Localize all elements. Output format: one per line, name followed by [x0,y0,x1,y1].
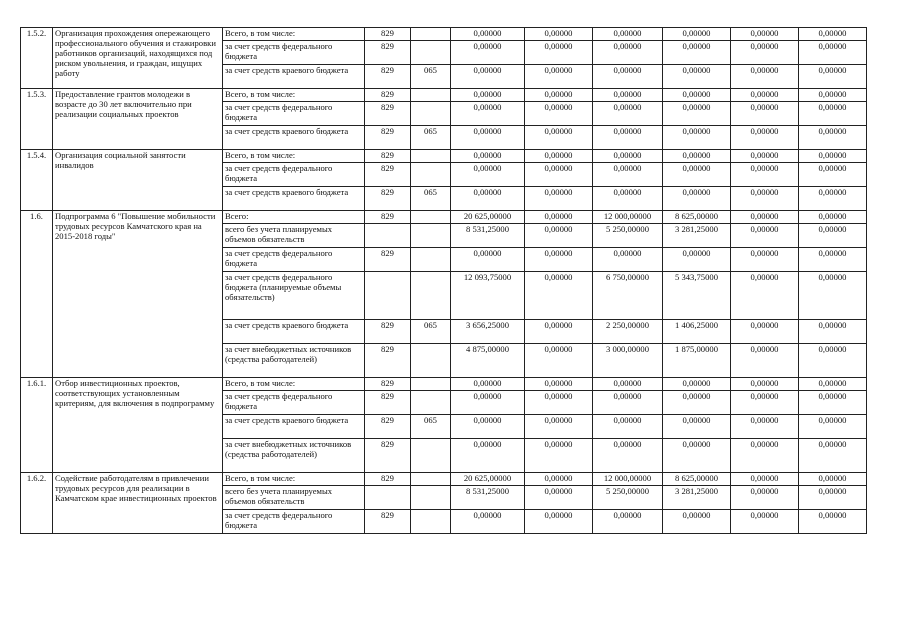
budget-code-cell: 065 [411,320,451,344]
amount-cell: 0,00000 [451,150,525,163]
amount-cell: 5 250,00000 [593,224,663,248]
amount-cell: 0,00000 [663,65,731,89]
amount-cell: 0,00000 [593,415,663,439]
amount-cell: 0,00000 [525,41,593,65]
amount-cell: 0,00000 [525,102,593,126]
item-number-cell: 1.5.3. [21,89,53,150]
amount-cell: 0,00000 [731,272,799,320]
item-name-cell: Содействие работодателям в привлечении трудовых ресурсов для реализации в Камчатском крае инвестиционных проектов [53,473,223,534]
amount-cell: 0,00000 [593,248,663,272]
amount-cell: 8 625,00000 [663,473,731,486]
amount-cell: 0,00000 [525,211,593,224]
budget-code-cell [411,378,451,391]
item-number-cell: 1.6.1. [21,378,53,473]
table-row [21,150,867,163]
amount-cell: 0,00000 [663,378,731,391]
grbs-code-cell: 829 [365,378,411,391]
budget-code-cell: 065 [411,65,451,89]
amount-cell: 0,00000 [663,415,731,439]
funding-source-cell: за счет средств федерального бюджета (планируемые объемы обязательств) [223,272,365,320]
grbs-code-cell: 829 [365,126,411,150]
grbs-code-cell: 829 [365,28,411,41]
amount-cell: 0,00000 [663,102,731,126]
amount-cell: 0,00000 [593,378,663,391]
funding-source-cell: за счет внебюджетных источников (средства работодателей) [223,344,365,378]
budget-code-cell [411,163,451,187]
amount-cell: 0,00000 [525,28,593,41]
amount-cell: 0,00000 [799,344,867,378]
amount-cell: 20 625,00000 [451,211,525,224]
amount-cell: 0,00000 [451,163,525,187]
amount-cell: 0,00000 [525,187,593,211]
amount-cell: 0,00000 [525,320,593,344]
amount-cell: 0,00000 [799,28,867,41]
amount-cell: 0,00000 [731,391,799,415]
amount-cell: 8 531,25000 [451,224,525,248]
amount-cell: 3 000,00000 [593,344,663,378]
funding-source-cell: за счет внебюджетных источников (средства работодателей) [223,439,365,473]
funding-source-cell: за счет средств федерального бюджета [223,41,365,65]
amount-cell: 0,00000 [731,344,799,378]
amount-cell: 0,00000 [731,439,799,473]
amount-cell: 0,00000 [731,378,799,391]
amount-cell: 0,00000 [451,415,525,439]
funding-source-cell: Всего, в том числе: [223,473,365,486]
amount-cell: 0,00000 [663,41,731,65]
amount-cell: 0,00000 [525,248,593,272]
amount-cell: 0,00000 [525,163,593,187]
item-name-cell: Предоставление грантов молодежи в возрасте до 30 лет включительно при реализации социальных проектов [53,89,223,150]
funding-source-cell: Всего, в том числе: [223,89,365,102]
grbs-code-cell: 829 [365,89,411,102]
amount-cell: 0,00000 [451,28,525,41]
amount-cell: 0,00000 [799,473,867,486]
amount-cell: 0,00000 [731,473,799,486]
amount-cell: 0,00000 [593,391,663,415]
amount-cell: 0,00000 [663,391,731,415]
amount-cell: 0,00000 [663,163,731,187]
budget-code-cell [411,89,451,102]
amount-cell: 0,00000 [799,391,867,415]
amount-cell: 0,00000 [593,439,663,473]
grbs-code-cell: 829 [365,150,411,163]
funding-source-cell: за счет средств краевого бюджета [223,187,365,211]
amount-cell: 0,00000 [799,126,867,150]
budget-code-cell: 065 [411,415,451,439]
amount-cell: 0,00000 [451,65,525,89]
amount-cell: 0,00000 [451,102,525,126]
amount-cell: 12 093,75000 [451,272,525,320]
amount-cell: 0,00000 [525,473,593,486]
amount-cell: 0,00000 [799,163,867,187]
budget-table-sheet [20,27,867,534]
amount-cell: 12 000,00000 [593,211,663,224]
amount-cell: 8 625,00000 [663,211,731,224]
amount-cell: 1 875,00000 [663,344,731,378]
amount-cell: 0,00000 [731,163,799,187]
grbs-code-cell [365,272,411,320]
amount-cell: 0,00000 [525,510,593,534]
amount-cell: 0,00000 [799,510,867,534]
amount-cell: 0,00000 [663,510,731,534]
amount-cell: 0,00000 [525,486,593,510]
budget-code-cell [411,41,451,65]
amount-cell: 0,00000 [799,378,867,391]
amount-cell: 0,00000 [525,272,593,320]
amount-cell: 0,00000 [593,150,663,163]
grbs-code-cell: 829 [365,211,411,224]
grbs-code-cell [365,224,411,248]
amount-cell: 0,00000 [731,126,799,150]
amount-cell: 0,00000 [525,439,593,473]
amount-cell: 0,00000 [451,391,525,415]
amount-cell: 1 406,25000 [663,320,731,344]
amount-cell: 0,00000 [451,187,525,211]
amount-cell: 3 656,25000 [451,320,525,344]
amount-cell: 0,00000 [451,89,525,102]
table-row [21,473,867,486]
amount-cell: 3 281,25000 [663,224,731,248]
amount-cell: 0,00000 [593,89,663,102]
amount-cell: 0,00000 [663,150,731,163]
amount-cell: 12 000,00000 [593,473,663,486]
amount-cell: 5 250,00000 [593,486,663,510]
funding-source-cell: всего без учета планируемых объемов обязательств [223,224,365,248]
budget-code-cell [411,224,451,248]
amount-cell: 6 750,00000 [593,272,663,320]
budget-code-cell [411,473,451,486]
grbs-code-cell: 829 [365,439,411,473]
grbs-code-cell: 829 [365,65,411,89]
amount-cell: 0,00000 [799,248,867,272]
amount-cell: 0,00000 [593,187,663,211]
amount-cell: 0,00000 [731,41,799,65]
amount-cell: 0,00000 [451,439,525,473]
amount-cell: 0,00000 [525,224,593,248]
funding-source-cell: за счет средств федерального бюджета [223,510,365,534]
budget-code-cell [411,439,451,473]
amount-cell: 0,00000 [799,187,867,211]
amount-cell: 0,00000 [731,224,799,248]
funding-source-cell: за счет средств краевого бюджета [223,126,365,150]
amount-cell: 0,00000 [731,65,799,89]
funding-source-cell: Всего, в том числе: [223,378,365,391]
amount-cell: 0,00000 [799,102,867,126]
budget-table [20,27,867,534]
budget-table-body [21,28,867,534]
budget-code-cell [411,510,451,534]
amount-cell: 5 343,75000 [663,272,731,320]
amount-cell: 0,00000 [731,102,799,126]
amount-cell: 0,00000 [663,439,731,473]
amount-cell: 0,00000 [731,89,799,102]
item-number-cell: 1.6. [21,211,53,378]
item-number-cell: 1.5.2. [21,28,53,89]
amount-cell: 0,00000 [525,378,593,391]
amount-cell: 0,00000 [451,510,525,534]
grbs-code-cell: 829 [365,41,411,65]
budget-code-cell: 065 [411,187,451,211]
amount-cell: 0,00000 [451,126,525,150]
amount-cell: 0,00000 [799,272,867,320]
amount-cell: 3 281,25000 [663,486,731,510]
grbs-code-cell: 829 [365,415,411,439]
table-row [21,28,867,41]
amount-cell: 0,00000 [731,415,799,439]
item-number-cell: 1.5.4. [21,150,53,211]
amount-cell: 0,00000 [799,224,867,248]
funding-source-cell: всего без учета планируемых объемов обязательств [223,486,365,510]
item-name-cell: Подпрограмма 6 "Повышение мобильности трудовых ресурсов Камчатского края на 2015-2018 годы" [53,211,223,378]
item-number-cell: 1.6.2. [21,473,53,534]
budget-code-cell [411,150,451,163]
amount-cell: 0,00000 [525,126,593,150]
budget-code-cell [411,486,451,510]
funding-source-cell: за счет средств федерального бюджета [223,102,365,126]
amount-cell: 0,00000 [525,65,593,89]
funding-source-cell: за счет средств федерального бюджета [223,163,365,187]
grbs-code-cell: 829 [365,248,411,272]
amount-cell: 0,00000 [731,211,799,224]
amount-cell: 0,00000 [593,28,663,41]
funding-source-cell: Всего, в том числе: [223,28,365,41]
table-row [21,378,867,391]
amount-cell: 0,00000 [663,89,731,102]
grbs-code-cell: 829 [365,102,411,126]
amount-cell: 0,00000 [451,248,525,272]
amount-cell: 0,00000 [731,510,799,534]
budget-code-cell [411,28,451,41]
funding-source-cell: за счет средств краевого бюджета [223,415,365,439]
amount-cell: 0,00000 [799,415,867,439]
amount-cell: 0,00000 [663,126,731,150]
amount-cell: 8 531,25000 [451,486,525,510]
grbs-code-cell: 829 [365,320,411,344]
item-name-cell: Организация прохождения опережающего профессионального обучения и стажировки работников организаций, находящихся под риском увольнения, и граждан, ищущих работу [53,28,223,89]
amount-cell: 0,00000 [799,41,867,65]
amount-cell: 0,00000 [731,248,799,272]
amount-cell: 0,00000 [799,89,867,102]
grbs-code-cell: 829 [365,391,411,415]
budget-code-cell [411,248,451,272]
funding-source-cell: за счет средств краевого бюджета [223,65,365,89]
budget-code-cell [411,272,451,320]
amount-cell: 0,00000 [731,486,799,510]
amount-cell: 0,00000 [593,163,663,187]
amount-cell: 0,00000 [525,150,593,163]
amount-cell: 0,00000 [731,28,799,41]
amount-cell: 0,00000 [663,248,731,272]
grbs-code-cell [365,486,411,510]
amount-cell: 0,00000 [799,211,867,224]
funding-source-cell: за счет средств краевого бюджета [223,320,365,344]
amount-cell: 0,00000 [593,102,663,126]
funding-source-cell: за счет средств федерального бюджета [223,248,365,272]
amount-cell: 0,00000 [593,41,663,65]
amount-cell: 0,00000 [731,187,799,211]
budget-code-cell [411,211,451,224]
amount-cell: 0,00000 [663,28,731,41]
amount-cell: 20 625,00000 [451,473,525,486]
funding-source-cell: Всего, в том числе: [223,150,365,163]
funding-source-cell: за счет средств федерального бюджета [223,391,365,415]
table-row [21,89,867,102]
budget-code-cell [411,344,451,378]
amount-cell: 0,00000 [593,126,663,150]
grbs-code-cell: 829 [365,163,411,187]
grbs-code-cell: 829 [365,473,411,486]
item-name-cell: Организация социальной занятости инвалидов [53,150,223,211]
amount-cell: 4 875,00000 [451,344,525,378]
amount-cell: 0,00000 [731,320,799,344]
amount-cell: 0,00000 [593,65,663,89]
amount-cell: 0,00000 [451,378,525,391]
table-row [21,211,867,224]
amount-cell: 0,00000 [799,320,867,344]
funding-source-cell: Всего: [223,211,365,224]
amount-cell: 0,00000 [525,89,593,102]
grbs-code-cell: 829 [365,510,411,534]
amount-cell: 0,00000 [525,391,593,415]
amount-cell: 0,00000 [799,150,867,163]
budget-code-cell [411,391,451,415]
amount-cell: 0,00000 [525,415,593,439]
budget-code-cell: 065 [411,126,451,150]
amount-cell: 0,00000 [663,187,731,211]
amount-cell: 0,00000 [451,41,525,65]
item-name-cell: Отбор инвестиционных проектов, соответствующих установленным критериям, для включения в подпрограмму [53,378,223,473]
grbs-code-cell: 829 [365,344,411,378]
amount-cell: 0,00000 [593,510,663,534]
amount-cell: 2 250,00000 [593,320,663,344]
amount-cell: 0,00000 [731,150,799,163]
amount-cell: 0,00000 [525,344,593,378]
grbs-code-cell: 829 [365,187,411,211]
amount-cell: 0,00000 [799,486,867,510]
amount-cell: 0,00000 [799,439,867,473]
budget-code-cell [411,102,451,126]
amount-cell: 0,00000 [799,65,867,89]
